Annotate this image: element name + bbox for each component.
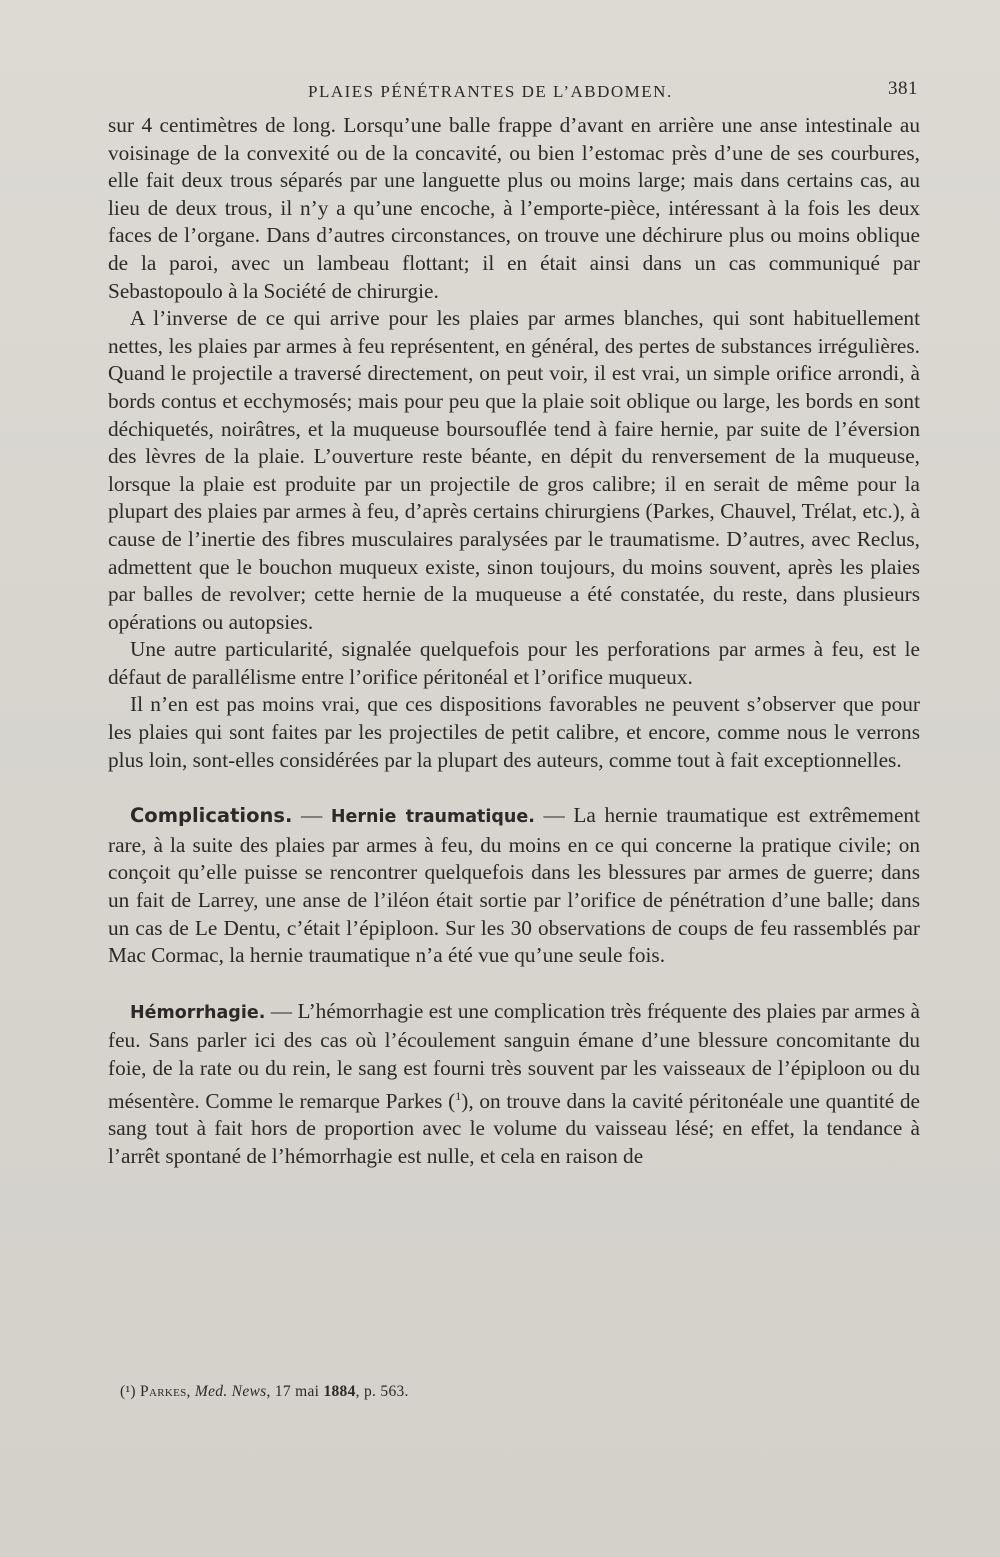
footnote-separator: ,: [186, 1383, 195, 1400]
section-text: La hernie traumatique est extrêmement rare, à la suite des plaies par armes à feu, du moins en ce qui concerne la pratique civile; on conçoit qu’elle puisse se rencontrer quelquefois dans les blessures par armes de guerre; dans un fait de Larrey, une anse de l’iléon était sortie par l’orifice de pénétration d’une balle; dans un cas de Le Dentu, c’était l’épiploon. Sur les 30 observations de coups de feu rassemblés par Mac Cormac, la hernie traumatique n’a été vue qu’une seule fois.: [108, 803, 920, 968]
paragraph: Une autre particularité, signalée quelquefois pour les perforations par armes à feu, est le défaut de parallélisme entre l’orifice péritonéal et l’orifice muqueux.: [108, 637, 920, 689]
page-header: [108, 78, 920, 108]
footnote-author: Parkes: [140, 1383, 187, 1400]
section-text: L’hémorrhagie est une complication très fréquente des plaies par armes à feu. Sans parler ici des cas où l’écoulement sanguin émane d’une blessure concomitante du foie, de la rate ou du rein, le sang est fourni très souvent par les vaisseaux de l’épiploon ou du mésentère. Comme le remarque Parkes (: [108, 998, 921, 1113]
subsection-heading: Hernie traumatique.: [330, 807, 535, 828]
em-dash: —: [534, 803, 574, 828]
paragraph: sur 4 centimètres de long. Lorsqu’une balle frappe d’avant en arrière une anse intestinale au voisinage de la convexité ou de la concavité, ou bien l’estomac près d’une de ses courbures, elle fait deux trous séparés par une languette plus ou moins large; mais dans certains cas, au lieu de deux trous, il n’y a qu’une encoche, à l’emporte-pièce, intéressant à la fois les deux faces de l’organe. Dans d’autres circonstances, on trouve une déchirure plus ou moins oblique de la paroi, avec un lambeau flottant; il en était ainsi dans un cas communiqué par Sebastopoulo à la Société de chirurgie.: [108, 113, 920, 303]
section-text: ), on trouve dans la cavité péritonéale une quantité de sang tout à fait hors de proportion avec le volume du vaisseau lésé; en effet, la tendance à l’arrêt spontané de l’hémorrhagie est nulle, et cela en raison de: [108, 1088, 920, 1168]
running-title: PLAIES PÉNÉTRANTES DE L’ABDOMEN.: [308, 82, 673, 101]
page-number: 381: [888, 78, 918, 99]
footnote-pages: , p. 563.: [355, 1383, 409, 1400]
footnote-year: 1884: [323, 1383, 356, 1400]
footnote-journal: Med. News: [194, 1383, 267, 1400]
footnote-date: , 17 mai: [266, 1383, 324, 1400]
complications-section: [108, 802, 920, 970]
subsection-heading: Hémorrhagie.: [130, 1002, 266, 1023]
section-heading: Complications.: [130, 804, 293, 828]
footnote-marker: (¹): [120, 1383, 141, 1400]
hemorrhage-section: [108, 998, 920, 1171]
page-body: [108, 112, 920, 1170]
em-dash: —: [265, 998, 298, 1023]
footnote: [120, 1383, 409, 1401]
footnote-reference: 1: [455, 1088, 462, 1103]
paragraph: Il n’en est pas moins vrai, que ces dispositions favorables ne peuvent s’observer que pour les plaies qui sont faites par les projectiles de petit calibre, et encore, comme nous le verrons plus loin, sont-elles considérées par la plupart des auteurs, comme tout à fait exceptionnelles.: [108, 692, 920, 772]
em-dash: —: [292, 803, 331, 828]
paragraph: A l’inverse de ce qui arrive pour les plaies par armes blanches, qui sont habituellement nettes, les plaies par armes à feu représentent, en général, des pertes de substances irrégulières. Quand le projectile a traversé directement, on peut voir, il est vrai, un simple orifice arrondi, à bords contus et ecchymosés; mais pour peu que la plaie soit oblique ou large, les bords en sont déchiquetés, noirâtres, et la muqueuse boursouflée tend à faire hernie, par suite de l’éversion des lèvres de la plaie. L’ouverture reste béante, en dépit du renversement de la muqueuse, lorsque la plaie est produite par un projectile de gros calibre; il en serait de même pour la plupart des plaies par armes à feu, d’après certains chirurgiens (Parkes, Chauvel, Trélat, etc.), à cause de l’inertie des fibres musculaires paralysées par le traumatisme. D’autres, avec Reclus, admettent que le bouchon muqueux existe, sinon toujours, du moins souvent, après les plaies par balles de revolver; cette hernie de la muqueuse a été constatée, du reste, dans plusieurs opérations ou autopsies.: [108, 306, 920, 634]
